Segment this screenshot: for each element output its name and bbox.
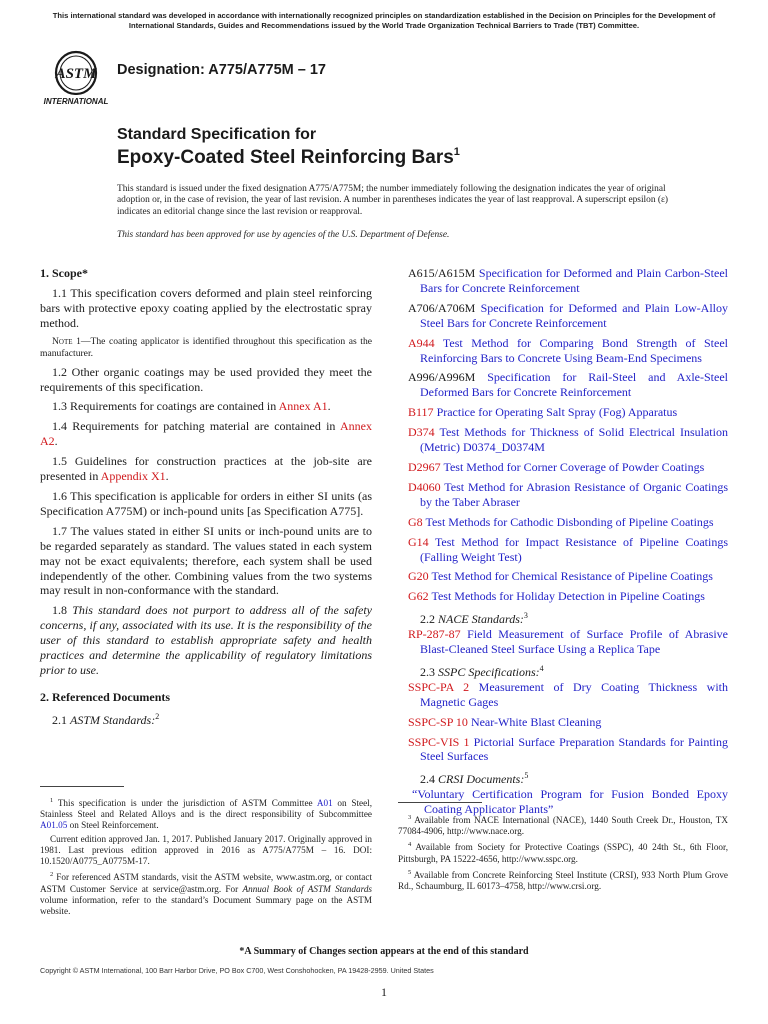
reference-code[interactable]: A944 (408, 335, 435, 350)
sspc-heading (408, 662, 728, 680)
para-1-5-end: . (165, 469, 169, 484)
para-2-1-num: 2.1 (52, 712, 70, 727)
reference-title-link[interactable]: Pictorial Surface Preparation Standards for Painting Steel Surfaces (420, 734, 729, 764)
para-1-7: 1.7 The values stated in either SI units or inch-pound units are to be regarded separately as standard. The values stated in each system may not be exact equivalents; therefore, each system shall be used independently of the other. Combining values from the two systems may result in non-conformance with the standard. (40, 523, 372, 598)
title-line-2 (117, 146, 460, 169)
para-1-5 (40, 454, 372, 484)
para-1-1: 1.1 This specification covers deformed and plain steel reinforcing bars with protective epoxy coating applied by the electrostatic spray method. (40, 285, 372, 330)
reference-item (408, 515, 728, 530)
svg-text:ASTM: ASTM (55, 66, 97, 82)
reference-code[interactable]: G14 (408, 534, 429, 549)
reference-title-link[interactable]: Field Measurement of Surface Profile of Abrasive Blast-Cleaned Steel Surface Using a Replica Tape (420, 627, 728, 657)
reference-title-link[interactable]: Measurement of Dry Coating Thickness with Magnetic Gages (420, 679, 728, 709)
reference-code[interactable]: G20 (408, 569, 429, 584)
para-1-6: 1.6 This specification is applicable for orders in either SI units (as Specification A775M) or inch-pound units [as Specification A775]. (40, 488, 372, 518)
reference-code[interactable]: RP-287-87 (408, 627, 461, 642)
para-1-4-text: 1.4 Requirements for patching material are contained in (52, 419, 340, 434)
astm-reference-list (408, 266, 728, 604)
nace-num: 2.2 (420, 612, 438, 627)
footnote-divider-left (40, 786, 124, 787)
footnote-1 (40, 795, 372, 832)
reference-title-link[interactable]: Near-White Blast Cleaning (470, 714, 602, 729)
right-column (408, 266, 728, 822)
reference-item (408, 460, 728, 475)
fn5-text: Available from Concrete Reinforcing Steel Institute (CRSI), 933 North Plum Grove Rd., Schaumburg, IL 60173–4758, http://www.crsi.org. (398, 870, 728, 892)
footnote-divider-right (398, 802, 482, 803)
reference-item (408, 336, 728, 366)
annex-a1-link[interactable]: Annex A1 (278, 399, 328, 414)
left-column (40, 266, 372, 733)
referenced-documents-heading: 2. Referenced Documents (40, 689, 171, 704)
fn1-text-a: This specification is under the jurisdiction of ASTM Committee (53, 798, 317, 809)
reference-code[interactable]: SSPC-SP 10 (408, 714, 468, 729)
footnote-3-marker: 3 (523, 611, 528, 621)
reference-item (408, 480, 728, 510)
reference-item (408, 735, 728, 765)
reference-item (408, 425, 728, 455)
crsi-document-link[interactable]: “Voluntary Certification Program for Fusion Bonded Epoxy Coating Applicator Plants” (412, 787, 728, 817)
fn2-text-a: For referenced ASTM standards, visit the ASTM website, www.astm.org, or contact ASTM Customer Service at service@astm.org. For (40, 872, 372, 894)
reference-item (408, 627, 728, 657)
reference-title-link[interactable]: Test Method for Abrasion Resistance of Organic Coatings by the Taber Abraser (420, 479, 728, 509)
astm-standards-label: ASTM Standards: (70, 712, 156, 727)
copyright-line: Copyright © ASTM International, 100 Barr Harbor Drive, PO Box C700, West Conshohocken, PA 19428-2959. United States (40, 966, 434, 975)
note-1 (40, 336, 372, 360)
para-1-8-text: This standard does not purport to address all of the safety concerns, if any, associated with its use. It is the responsibility of the user of this standard to establish appropriate safety and health practices and determine the applicability of regulatory limitations prior to use. (40, 603, 372, 677)
scope-heading: 1. Scope* (40, 266, 88, 280)
reference-item (408, 535, 728, 565)
title-text: Epoxy-Coated Steel Reinforcing Bars (117, 147, 454, 168)
fn2-annual-book: Annual Book of ASTM Standards (242, 883, 372, 894)
reference-title-link[interactable]: Test Methods for Thickness of Solid Electrical Insulation (Metric) D0374_D0374M (420, 425, 728, 455)
reference-title-link[interactable]: Test Method for Impact Resistance of Pipeline Coatings (Falling Weight Test) (420, 534, 728, 564)
para-1-4-end: . (54, 434, 58, 449)
footnote-4-marker: 4 (539, 663, 544, 673)
reference-code[interactable]: B117 (408, 405, 434, 420)
reference-title-link[interactable]: Specification for Deformed and Plain Carbon-Steel Bars for Concrete Reinforcement (420, 266, 729, 295)
footnote-2 (40, 869, 372, 917)
annex-a2-link[interactable]: Annex A2 (40, 419, 372, 449)
reference-code[interactable]: SSPC-VIS 1 (408, 734, 470, 749)
footnotes-left (40, 795, 372, 919)
para-2-1 (40, 710, 372, 728)
subcommittee-a0105-link[interactable]: A01.05 (40, 820, 68, 831)
fn5-sup: 5 (408, 868, 412, 876)
reference-title-link[interactable]: Practice for Operating Salt Spray (Fog) Apparatus (436, 405, 678, 420)
footnotes-right (398, 812, 728, 894)
fn4-sup: 4 (408, 841, 412, 849)
reference-title-link[interactable]: Test Methods for Cathodic Disbonding of Pipeline Coatings (425, 514, 714, 529)
reference-item (408, 715, 728, 730)
crsi-heading (408, 769, 728, 787)
para-1-8-num: 1.8 (52, 603, 73, 618)
reference-code: A706/A706M (408, 300, 476, 315)
sspc-label: SSPC Specifications: (438, 664, 540, 679)
crsi-label: CRSI Documents: (438, 772, 525, 787)
footnote-5-marker: 5 (524, 771, 529, 781)
sspc-reference-list (408, 680, 728, 765)
summary-of-changes-note: *A Summary of Changes section appears at the end of this standard (239, 946, 529, 957)
fn1-text-b: on Steel, Stainless Steel and Related Alloys and is the direct responsibility of Subcommittee (40, 798, 373, 820)
reference-code: A615/A615M (408, 266, 476, 280)
fn2-text-b: volume information, refer to the standard’s Document Summary page on the ASTM website. (40, 894, 372, 916)
tbt-notice: This international standard was developed in accordance with internationally recognized principles on standardization established in the Decision on Principles for the Development of International Standards, Guides and Recommendations issued by the World Trade Organization Technical Barriers to Trade (TBT) Committee. (52, 11, 716, 30)
para-1-2: 1.2 Other organic coatings may be used provided they meet the requirements of this specification. (40, 364, 372, 394)
nace-reference-list (408, 627, 728, 657)
reference-item (408, 680, 728, 710)
para-1-4 (40, 419, 372, 449)
title-line-1: Standard Specification for (117, 126, 317, 143)
page-number: 1 (381, 985, 387, 999)
nace-heading (408, 609, 728, 627)
reference-item (408, 370, 728, 400)
reference-item (408, 589, 728, 604)
para-1-3-text: 1.3 Requirements for coatings are contained in (52, 399, 279, 414)
para-1-3-end: . (327, 399, 331, 414)
reference-item (408, 301, 728, 331)
reference-item (408, 266, 728, 296)
para-1-5-text: 1.5 Guidelines for construction practices at the job-site are presented in (40, 454, 372, 484)
reference-code[interactable]: D2967 (408, 459, 441, 474)
reference-code[interactable]: G8 (408, 514, 423, 529)
reference-title-link[interactable]: Specification for Deformed and Plain Low-Alloy Steel Bars for Concrete Reinforcement (420, 300, 728, 330)
fn4-text: Available from Society for Protective Coatings (SSPC), 40 24th St., 6th Floor, Pittsburgh, PA 15222-4656, http://www.sspc.org. (398, 842, 728, 864)
approval-statement: This standard has been approved for use by agencies of the U.S. Department of Defense. (117, 230, 450, 240)
crsi-num: 2.4 (420, 772, 438, 787)
committee-a01-link[interactable]: A01 (316, 798, 333, 809)
designation: Designation: A775/A775M – 17 (117, 62, 326, 78)
title-footnote-marker: 1 (453, 146, 460, 158)
fn1-sup: 1 (50, 797, 54, 804)
footnote-1-edition: Current edition approved Jan. 1, 2017. Published January 2017. Originally approved in 1981. Last previous edition approved in 2016 as A775/A775M – 16. DOI: 10.1520/A0775_A0775M-17. (40, 833, 372, 867)
note-label: Note 1 (52, 335, 81, 347)
fn3-sup: 3 (408, 814, 412, 821)
issued-statement: This standard is issued under the fixed designation A775/A775M; the number immediately following the designation indicates the year of original adoption or, in the case of revision, the year of last revision. A number in parentheses indicates the year of last reapproval. A superscript epsilon (ε) indicates an editorial change since the last revision or reapproval. (117, 184, 669, 217)
appendix-x1-link[interactable]: Appendix X1 (100, 469, 166, 484)
reference-code[interactable]: SSPC-PA 2 (408, 679, 470, 694)
fn2-sup: 2 (50, 871, 54, 879)
para-1-8 (40, 603, 372, 678)
reference-code[interactable]: G62 (408, 589, 429, 604)
footnote-2-marker: 2 (155, 711, 160, 721)
reference-title-link[interactable]: Test Method for Comparing Bond Strength of Steel Reinforcing Bars to Concrete Using Beam-End Specimens (420, 335, 728, 365)
reference-title-link[interactable]: Specification for Rail-Steel and Axle-Steel Deformed Bars for Concrete Reinforcement (420, 370, 728, 400)
reference-title-link[interactable]: Test Methods for Holiday Detection in Pipeline Coatings (431, 589, 705, 604)
footnote-4 (398, 839, 728, 864)
footnote-3 (398, 812, 728, 837)
reference-code[interactable]: D4060 (408, 479, 441, 494)
footnote-5 (398, 867, 728, 892)
reference-item (408, 405, 728, 420)
fn3-text: Available from NACE International (NACE), 1440 South Creek Dr., Houston, TX 77084-4906, http://www.nace.org. (398, 815, 728, 837)
reference-title-link[interactable]: Test Method for Chemical Resistance of Pipeline Coatings (431, 569, 713, 584)
logo-international-text: INTERNATIONAL (43, 97, 109, 106)
nace-label: NACE Standards: (438, 612, 524, 627)
reference-title-link[interactable]: Test Method for Corner Coverage of Powder Coatings (443, 459, 705, 474)
reference-code[interactable]: D374 (408, 425, 435, 440)
reference-code: A996/A996M (408, 370, 476, 385)
reference-item (408, 569, 728, 584)
sspc-num: 2.3 (420, 664, 438, 679)
para-1-3 (40, 399, 372, 414)
astm-logo-icon (42, 48, 110, 108)
fn1-text-c: on Steel Reinforcement. (67, 820, 159, 831)
note-text: —The coating applicator is identified throughout this specification as the manufacturer. (40, 335, 372, 359)
